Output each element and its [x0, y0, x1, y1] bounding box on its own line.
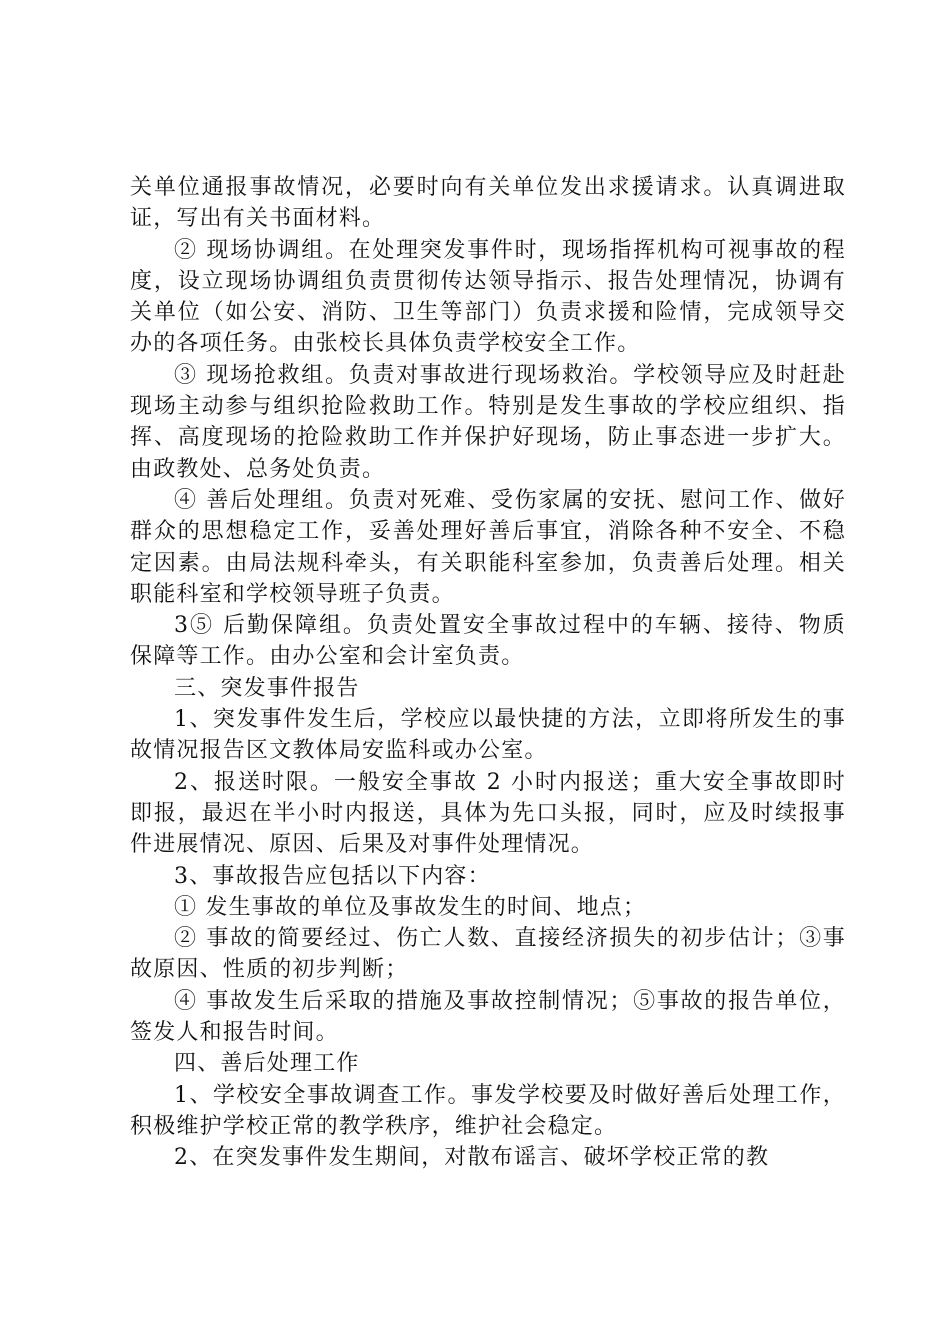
paragraph-2: ② 现场协调组。在处理突发事件时，现场指挥机构可视事故的程度，设立现场协调组负责贯彻传达领导指示、报告处理情况，协调有关单位（如公安、消防、卫生等部门）负责求援和险情，完成领导交办的各项任务。由张校长具体负责学校安全工作。 — [130, 237, 846, 357]
paragraph-5: 3⑤ 后勤保障组。负责处置安全事故过程中的车辆、接待、物质保障等工作。由办公室和会计室负责。 — [130, 613, 846, 670]
paragraph-12: ④ 事故发生后采取的措施及事故控制情况；⑤事故的报告单位，签发人和报告时间。 — [130, 988, 846, 1046]
document-page — [130, 172, 846, 1174]
paragraph-15: 2、在突发事件发生期间，对散布谣言、破坏学校正常的教 — [174, 1145, 770, 1171]
paragraph-3: ③ 现场抢救组。负责对事故进行现场救治。学校领导应及时赶赴现场主动参与组织抢险救助工作。特别是发生事故的学校应组织、指挥、高度现场的抢险救助工作并保护好现场，防止事态进一步扩大。由政教处、总务处负责。 — [130, 362, 846, 482]
paragraph-14: 1、学校安全事故调查工作。事发学校要及时做好善后处理工作，积极维护学校正常的教学秩序，维护社会稳定。 — [130, 1082, 846, 1139]
paragraph-8: 2、报送时限。一般安全事故 2 小时内报送；重大安全事故即时即报，最迟在半小时内报送，具体为先口头报，同时，应及时续报事件进展情况、原因、后果及对事件处理情况。 — [130, 769, 846, 858]
paragraph-7: 1、突发事件发生后，学校应以最快捷的方法，立即将所发生的事故情况报告区文教体局安监科或办公室。 — [130, 707, 846, 764]
section-heading-4: 四、善后处理工作 — [174, 1051, 360, 1077]
paragraph-4: ④ 善后处理组。负责对死难、受伤家属的安抚、慰问工作、做好群众的思想稳定工作，妥善处理好善后事宜，消除各种不安全、不稳定因素。由局法规科牵头，有关职能科室参加，负责善后处理。相关职能科室和学校领导班子负责。 — [130, 487, 846, 607]
paragraph-1: 关单位通报事故情况，必要时向有关单位发出求援请求。认真调进取证，写出有关书面材料。 — [130, 175, 846, 232]
paragraph-11: ② 事故的简要经过、伤亡人数、直接经济损失的初步估计；③事故原因、性质的初步判断； — [130, 926, 846, 983]
paragraph-10: ① 发生事故的单位及事故发生的时间、地点； — [174, 894, 647, 920]
section-heading-3: 三、突发事件报告 — [174, 675, 360, 701]
paragraph-9: 3、事故报告应包括以下内容： — [174, 863, 491, 889]
